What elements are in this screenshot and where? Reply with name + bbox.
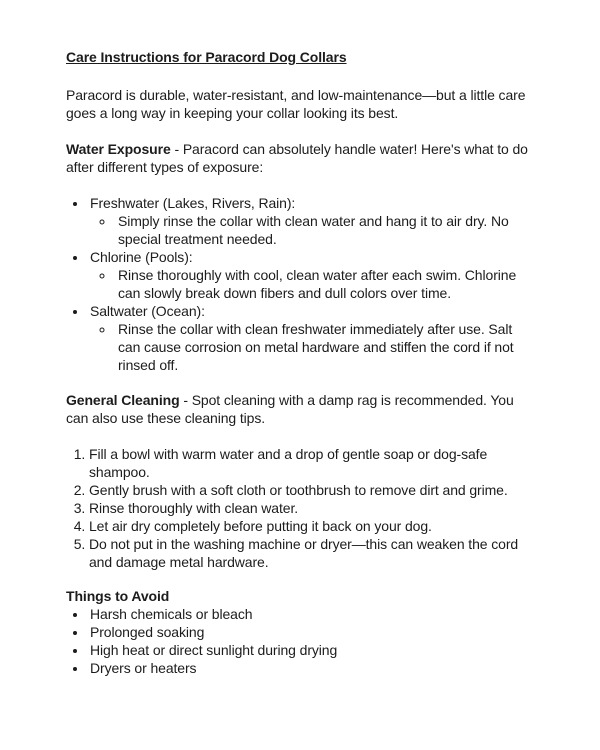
general-cleaning-heading: General Cleaning — [66, 392, 180, 408]
step-item: 3. Rinse thoroughly with clean water. — [89, 499, 534, 517]
sub-list — [90, 266, 534, 302]
list-item — [88, 194, 534, 248]
cleaning-steps-list — [66, 445, 534, 571]
list-item — [88, 248, 534, 302]
list-item-label: Freshwater (Lakes, Rivers, Rain): — [90, 195, 296, 211]
step-item: 1. Fill a bowl with warm water and a drop of gentle soap or dog-safe shampoo. — [89, 445, 534, 481]
list-item-label: Chlorine (Pools): — [90, 249, 193, 265]
water-exposure-lead: - Paracord can absolutely handle water! Here's what to do after different types of exposure: — [66, 141, 528, 175]
sub-list — [90, 212, 534, 248]
step-item: 2. Gently brush with a soft cloth or toothbrush to remove dirt and grime. — [89, 481, 534, 499]
general-cleaning-lead: - Spot cleaning with a damp rag is recommended. You can also use these cleaning tips. — [66, 392, 514, 426]
document-title: Care Instructions for Paracord Dog Collars — [66, 49, 347, 65]
sub-list-item: ◦ Rinse the collar with clean freshwater immediately after use. Salt can cause corrosion on metal hardware and stiffen the cord if not rinsed off. — [115, 320, 534, 374]
things-to-avoid-heading: Things to Avoid — [66, 588, 170, 604]
sub-list-item: ◦ Rinse thoroughly with cool, clean water after each swim. Chlorine can slowly break down fibers and dull colors over time. — [115, 266, 534, 302]
list-item — [88, 302, 534, 374]
sub-list — [90, 320, 534, 374]
sub-list-item: ◦ Simply rinse the collar with clean water and hang it to air dry. No special treatment needed. — [115, 212, 534, 248]
avoid-item: • Dryers or heaters — [88, 659, 534, 677]
list-item-label: Saltwater (Ocean): — [90, 303, 205, 319]
things-to-avoid-list — [66, 605, 534, 677]
water-exposure-list — [66, 194, 534, 374]
water-exposure-paragraph — [66, 140, 534, 176]
avoid-item: • Prolonged soaking — [88, 623, 534, 641]
water-exposure-heading: Water Exposure — [66, 141, 171, 157]
intro-paragraph: Paracord is durable, water-resistant, and low-maintenance—but a little care goes a long way in keeping your collar looking its best. — [66, 87, 526, 121]
avoid-item: • Harsh chemicals or bleach — [88, 605, 534, 623]
avoid-item: • High heat or direct sunlight during drying — [88, 641, 534, 659]
general-cleaning-paragraph — [66, 391, 534, 427]
step-item: 5. Do not put in the washing machine or dryer—this can weaken the cord and damage metal hardware. — [89, 535, 534, 571]
step-item: 4. Let air dry completely before putting it back on your dog. — [89, 517, 534, 535]
